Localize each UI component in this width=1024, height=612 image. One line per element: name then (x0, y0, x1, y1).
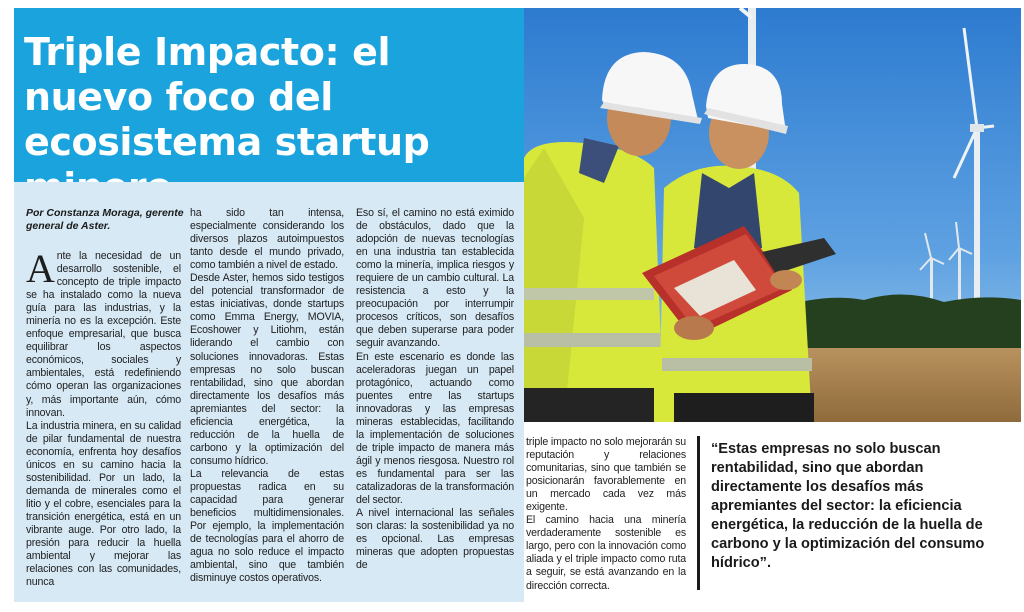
article-title: Triple Impacto: el nuevo foco del ecosistema startup (24, 30, 430, 164)
paragraph: A nivel internacional las señales son claras: la sostenibilidad ya no es opcional. Las empresas mineras que adopten propuestas de (356, 507, 514, 572)
text-column-1 (26, 246, 181, 589)
headline-box (14, 8, 524, 182)
pull-quote-rule (697, 436, 700, 590)
paragraph: Desde Aster, hemos sido testigos del potencial transformador de estas iniciativas, donde startups como Emma Energy, MOVIA, Ecoshower y Litiohm, están liderando el cambio con soluciones innovadoras. Estas empresas no solo buscan rentabilidad, sino que abordan directamente los desafíos más apremiantes del sector: la eficiencia energética, la reducción de la huella de carbono y la optimización del consumo hídrico. (190, 272, 344, 467)
paragraph: triple impacto no solo mejorarán su reputación y relaciones comunitarias, sino que también se posicionarán favorablemente en un mercado cada vez más exigente. (526, 436, 686, 514)
paragraph (26, 246, 181, 420)
paragraph: La industria minera, en su calidad de pilar fundamental de nuestra economía, enfrenta hoy desafíos únicos en su camino hacia la sostenibilidad. Por un lado, la demanda de minerales como el litio y el cobre, esenciales para la transición energética, está en un vibrante auge. Por otro lado, la presión para reducir la huella ambiental y mejorar las relaciones con las comunidades, nunca (26, 419, 181, 589)
paragraph: En este escenario es donde las aceleradoras juegan un papel protagónico, actuando como puentes entre las startups innovadoras y las empresas mineras establecidas, facilitando la implementación de soluciones de triple impacto de manera más ágil y menos riesgosa. Nuestro rol es fundamental para ser las catalizadoras de la transformación del sector. (356, 350, 514, 507)
pull-quote: “Estas empresas no solo buscan rentabilidad, sino que abordan directamente los desafíos más apremiantes del sector: la eficiencia energética, la reducción de la huella de carbono y la optimización del consumo hídrico”. (711, 441, 985, 571)
engineers-wind-farm-illustration (524, 8, 1021, 422)
text-column-3 (356, 207, 514, 572)
paragraph: El camino hacia una minería verdaderamente sostenible es largo, pero con la innovación como aliada y el triple impacto como ruta a seguir, se está avanzando en la dirección correcta. (526, 514, 686, 592)
paragraph: Eso sí, el camino no está eximido de obstáculos, dado que la adopción de nuevas tecnologías en una industria tan establecida como la minería, implica riesgos y requiere de un cambio cultural. La resistencia a esto y la preocupación por interrumpir procesos críticos, son desafíos que deben superarse para poder seguir avanzando. (356, 207, 514, 350)
paragraph: ha sido tan intensa, especialmente considerando los diversos plazos autoimpuestos tanto desde el mundo privado, como también a nivel de estado. (190, 207, 344, 272)
paragraph-text: nte la necesidad de un desarrollo sostenible, el concepto de triple impacto se ha instalado como la nueva guía para las industrias, y la minería no es la excepción. Este enfoque empresarial, que busca equilibrar los aspectos económicos, sociales y ambientales, está redefiniendo cómo operan las organizaciones y, más importante aún, cómo innovan. (26, 250, 181, 419)
tree-line (779, 294, 1021, 353)
field (779, 348, 1021, 422)
drop-cap: A (26, 246, 55, 291)
text-column-4 (526, 436, 686, 593)
paragraph: La relevancia de estas propuestas radica en su capacidad para generar beneficios multidimensionales. Por ejemplo, la implementación de tecnologías para el ahorro de agua no solo reduce el impacto ambiental, sino que también disminuye costos operativos. (190, 467, 344, 585)
text-column-2 (190, 207, 344, 585)
article-byline: Por Constanza Moraga, gerente general de Aster. (26, 207, 184, 232)
article-photo (524, 8, 1021, 422)
